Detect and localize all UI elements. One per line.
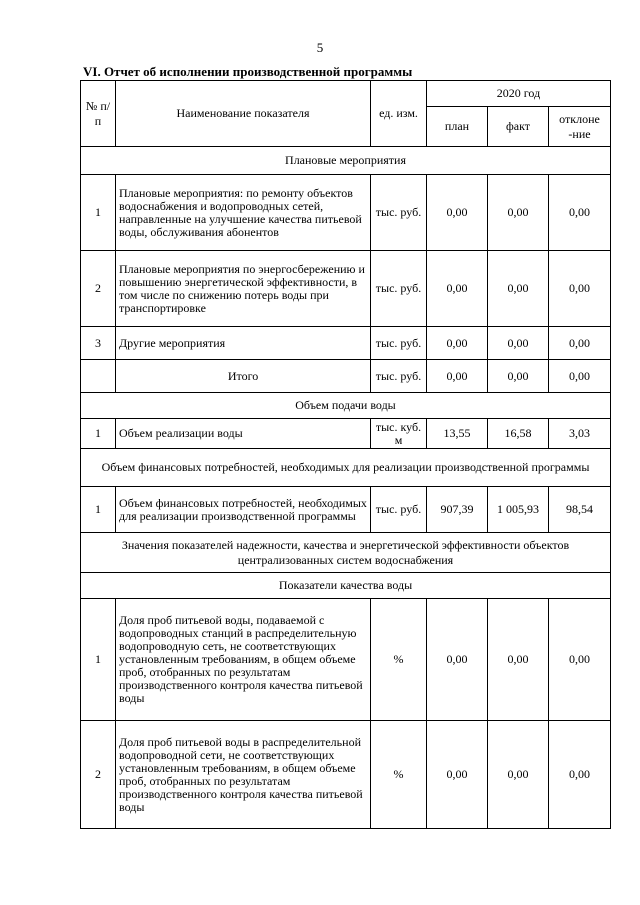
row-unit: % [371,721,427,829]
section-title: VI. Отчет об исполнении производственной программы [83,64,413,79]
row-num: 2 [81,251,116,327]
header-deviation: отклоне -ние [549,107,611,147]
header-num: № п/п [81,81,116,147]
table-row [81,251,611,327]
row-deviation: 98,54 [549,487,611,533]
row-fact: 1 005,93 [488,487,549,533]
row-deviation: 0,00 [549,327,611,360]
row-unit: тыс. руб. [371,487,427,533]
section-row [81,449,611,487]
row-deviation: 0,00 [549,360,611,393]
row-fact: 0,00 [488,360,549,393]
row-num-empty [81,360,116,393]
row-name: Плановые мероприятия: по ремонту объектов водоснабжения и водопроводных сетей, направленные на улучшение качества питьевой воды, обслуживания абонентов [116,175,371,251]
header-row-1 [81,81,611,107]
row-fact: 0,00 [488,251,549,327]
row-deviation: 3,03 [549,419,611,449]
section-row [81,147,611,175]
row-deviation: 0,00 [549,599,611,721]
row-deviation: 0,00 [549,721,611,829]
row-num: 1 [81,419,116,449]
row-unit: тыс. руб. [371,251,427,327]
table-row [81,175,611,251]
row-fact: 0,00 [488,721,549,829]
header-unit: ед. изм. [371,81,427,147]
header-name: Наименование показателя [116,81,371,147]
row-unit: тыс. руб. [371,360,427,393]
row-unit: тыс. руб. [371,327,427,360]
table-row [81,599,611,721]
row-num: 1 [81,487,116,533]
row-deviation: 0,00 [549,175,611,251]
row-unit: тыс. руб. [371,175,427,251]
section-row [81,393,611,419]
row-fact: 0,00 [488,599,549,721]
row-unit: % [371,599,427,721]
row-plan: 0,00 [427,721,488,829]
section-indicators: Значения показателей надежности, качества и энергетической эффективности объектов централизованных систем водоснабжения [81,533,611,573]
section-row [81,533,611,573]
row-num: 2 [81,721,116,829]
row-fact: 0,00 [488,175,549,251]
row-plan: 0,00 [427,599,488,721]
header-fact: факт [488,107,549,147]
header-year: 2020 год [427,81,611,107]
section-row [81,573,611,599]
row-fact: 0,00 [488,327,549,360]
total-row [81,360,611,393]
row-name: Объем реализации воды [116,419,371,449]
total-label: Итого [116,360,371,393]
table-row [81,487,611,533]
section-finance: Объем финансовых потребностей, необходимых для реализации производственной программы [81,449,611,487]
row-plan: 0,00 [427,327,488,360]
row-deviation: 0,00 [549,251,611,327]
row-plan: 0,00 [427,360,488,393]
table-row [81,721,611,829]
row-name: Другие мероприятия [116,327,371,360]
row-plan: 13,55 [427,419,488,449]
row-name: Доля проб питьевой воды, подаваемой с водопроводных станций в распределительную водопроводную сеть, не соответствующих установленным требованиям, в общем объеме проб, отобранных по результатам производственного контроля качества питьевой воды [116,599,371,721]
row-name: Доля проб питьевой воды в распределительной водопроводной сети, не соответствующих установленным требованиям, в общем объеме проб, отобранных по результатам производственного контроля качества питьевой воды [116,721,371,829]
row-name: Объем финансовых потребностей, необходимых для реализации производственной программы [116,487,371,533]
section-planned: Плановые мероприятия [81,147,611,175]
row-plan: 0,00 [427,175,488,251]
section-water-supply: Объем подачи воды [81,393,611,419]
row-num: 1 [81,175,116,251]
row-name: Плановые мероприятия по энергосбережению и повышению энергетической эффективности, в том числе по снижению потерь воды при транспортировке [116,251,371,327]
row-plan: 907,39 [427,487,488,533]
row-plan: 0,00 [427,251,488,327]
page-number: 5 [316,40,324,55]
table-row [81,327,611,360]
row-num: 3 [81,327,116,360]
row-unit: тыс. куб. м [371,419,427,449]
production-program-table [80,80,611,829]
section-quality: Показатели качества воды [81,573,611,599]
row-num: 1 [81,599,116,721]
header-plan: план [427,107,488,147]
table-row [81,419,611,449]
row-fact: 16,58 [488,419,549,449]
